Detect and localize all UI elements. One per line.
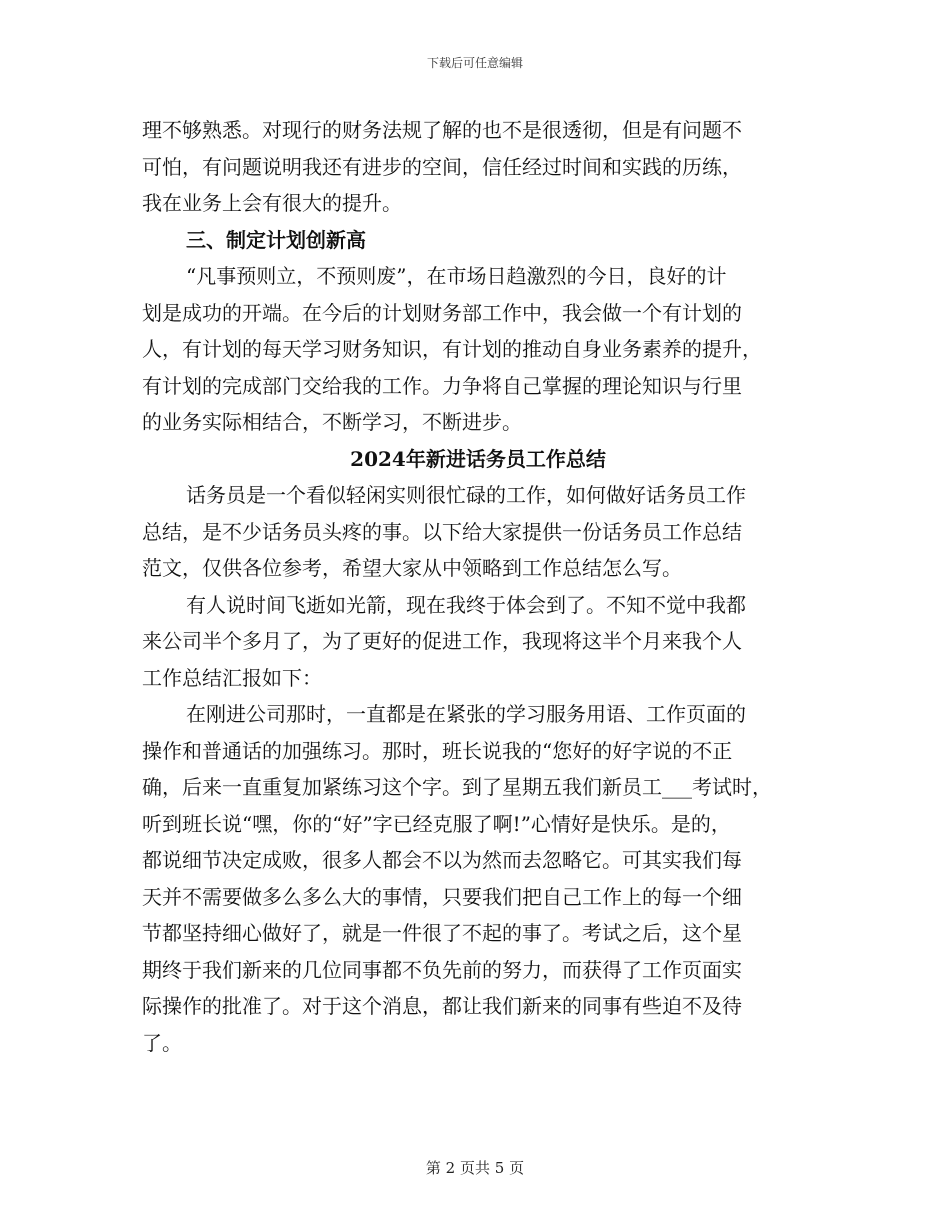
body-line: 听到班长说“嘿，你的“好”字已经克服了啊!”心情好是快乐。是的， bbox=[142, 811, 731, 836]
body-line: 总结，是不少话务员头疼的事。以下给大家提供一份话务员工作总结 bbox=[142, 519, 742, 544]
body-line: 理不够熟悉。对现行的财务法规了解的也不是很透彻，但是有问题不 bbox=[142, 118, 742, 142]
body-line: 人，有计划的每天学习财务知识，有计划的推动自身业务素养的提升， bbox=[142, 337, 762, 361]
document-body bbox=[142, 112, 814, 1061]
body-line: 天并不需要做多么多么大的事情，只要我们把自己工作上的每一个细 bbox=[142, 884, 742, 909]
body-line: 划是成功的开端。在今后的计划财务部工作中，我会做一个有计划的 bbox=[142, 300, 742, 325]
page-header: 下载后可任意编辑 bbox=[426, 56, 523, 70]
body-line: “凡事预则立，不预则废”，在市场日趋激烈的今日，良好的计 bbox=[186, 264, 727, 288]
section-heading: 三、制定计划创新高 bbox=[186, 227, 366, 252]
body-line: 了。 bbox=[142, 1030, 182, 1055]
body-line: 可怕，有问题说明我还有进步的空间，信任经过时间和实践的历练， bbox=[142, 154, 742, 179]
body-line: 期终于我们新来的几位同事都不负先前的努力，而获得了工作页面实 bbox=[142, 957, 742, 982]
body-line: 有计划的完成部门交给我的工作。力争将自己掌握的理论知识与行里 bbox=[142, 373, 742, 398]
page-footer: 第 2 页共 5 页 bbox=[425, 1159, 525, 1177]
body-line: 确，后来一直重复加紧练习这个字。到了星期五我们新员工___考试时， bbox=[142, 775, 772, 799]
body-line: 节都坚持细心做好了，就是一件很了不起的事了。考试之后，这个星 bbox=[142, 921, 742, 945]
body-line: 操作和普通话的加强练习。那时，班长说我的“您好的好字说的不正 bbox=[142, 738, 733, 763]
body-line: 话务员是一个看似轻闲实则很忙碌的工作，如何做好话务员工作 bbox=[186, 483, 746, 507]
body-line: 的业务实际相结合，不断学习，不断进步。 bbox=[142, 410, 522, 434]
document-title: 2024年新进话务员工作总结 bbox=[350, 446, 606, 471]
body-line: 工作总结汇报如下： bbox=[142, 665, 322, 690]
body-line: 在刚进公司那时，一直都是在紧张的学习服务用语、工作页面的 bbox=[186, 702, 746, 726]
body-line: 来公司半个多月了，为了更好的促进工作，我现将这半个月来我个人 bbox=[142, 629, 742, 653]
body-line: 际操作的批准了。对于这个消息，都让我们新来的同事有些迫不及待 bbox=[142, 994, 742, 1018]
body-line: 我在业务上会有很大的提升。 bbox=[142, 191, 402, 215]
body-line: 都说细节决定成败，很多人都会不以为然而去忽略它。可其实我们每 bbox=[142, 848, 742, 872]
body-line: 范文，仅供各位参考，希望大家从中领略到工作总结怎么写。 bbox=[142, 556, 682, 580]
body-line: 有人说时间飞逝如光箭，现在我终于体会到了。不知不觉中我都 bbox=[186, 592, 746, 617]
